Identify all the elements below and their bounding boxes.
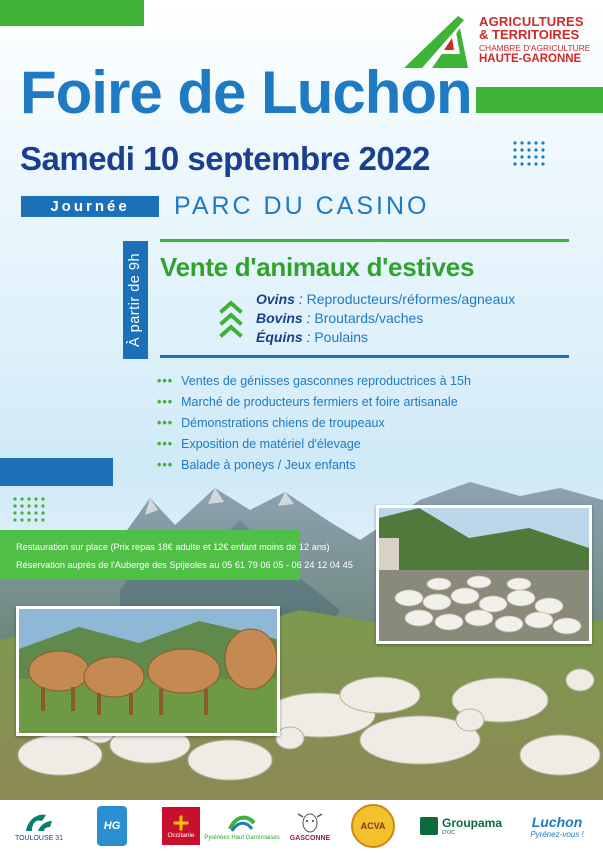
- sponsor-occitanie: [158, 804, 204, 848]
- sponsor-credit-agricole: [14, 804, 64, 848]
- restauration-banner: [0, 530, 353, 580]
- animal-detail: Broutards/vaches: [314, 310, 424, 326]
- start-time-label: À partir de 9h: [127, 252, 144, 348]
- sale-top-divider: [160, 239, 569, 242]
- event-date: Samedi 10 septembre 2022: [20, 140, 430, 177]
- pyrenees-logo-icon: [228, 811, 256, 833]
- sale-bottom-divider: [160, 355, 569, 358]
- cows-photo: [16, 606, 280, 736]
- top-green-bar: [0, 0, 144, 26]
- logo-line4: HAUTE-GARONNE: [479, 53, 582, 66]
- animal-kind: Ovins: [256, 291, 295, 307]
- activity-item: ••• Exposition de matériel d'élevage: [157, 437, 361, 451]
- animal-detail: Poulains: [314, 329, 369, 345]
- activity-item: ••• Démonstrations chiens de troupeaux: [157, 416, 385, 430]
- left-blue-bar: [0, 458, 113, 486]
- dots-decoration-icon: [12, 496, 46, 524]
- luchon-tagline: Pyrénez-vous !: [530, 829, 584, 839]
- sponsor-caption: Occitanie: [167, 831, 195, 839]
- sponsor-pyrenees-haut-garonnaises: [204, 804, 280, 848]
- sponsor-caption: GASCONNE: [289, 834, 331, 842]
- restauration-line1: Restauration sur place (Prix repas 18€ adulte et 12€ enfant moins de 12 ans): [16, 542, 330, 552]
- page-title: Foire de Luchon: [20, 59, 472, 126]
- activity-label: Balade à poneys / Jeux enfants: [181, 458, 356, 472]
- haute-garonne-logo-icon: HG: [97, 806, 127, 846]
- logo-line1: AGRICULTURES: [479, 14, 584, 29]
- occitanie-logo-icon: [162, 807, 200, 845]
- logo-line2: & TERRITOIRES: [479, 27, 580, 42]
- dots-decoration-icon: [512, 140, 546, 168]
- activity-label: Ventes de génisses gasconnes reproductrices à 15h: [181, 374, 471, 388]
- sponsor-caption: Groupama: [441, 816, 502, 830]
- activity-label: Exposition de matériel d'élevage: [181, 437, 361, 451]
- acva-logo-icon: [351, 804, 395, 848]
- groupama-logo-icon: [420, 817, 438, 835]
- activity-item: ••• Ventes de génisses gasconnes reproductrices à 15h: [157, 374, 471, 388]
- sponsor-luchon: [520, 804, 594, 848]
- sponsor-caption: Pyrénées Haut Garonnaises: [204, 835, 280, 841]
- journee-badge: Journée: [21, 196, 159, 217]
- sheep-photo: [376, 505, 592, 644]
- animal-row: Bovins : Broutards/vaches: [256, 310, 424, 326]
- groupama-sub: D'OC: [441, 830, 456, 836]
- sponsor-gasconne: [282, 804, 338, 848]
- event-location: PARC DU CASINO: [174, 192, 430, 220]
- cow-head-icon: [297, 811, 323, 833]
- sponsor-groupama: [418, 804, 504, 848]
- chambre-agriculture-logo-text: [479, 15, 601, 66]
- luchon-logo-text: Luchon: [531, 813, 583, 830]
- activity-item: ••• Balade à poneys / Jeux enfants: [157, 458, 356, 472]
- activity-label: Marché de producteurs fermiers et foire artisanale: [181, 395, 458, 409]
- credit-agricole-logo-icon: [24, 811, 54, 833]
- sponsor-acva: [348, 804, 398, 848]
- activity-item: ••• Marché de producteurs fermiers et foire artisanale: [157, 395, 458, 409]
- sponsor-caption: ACVA: [360, 821, 386, 831]
- animal-kind: Bovins: [256, 310, 303, 326]
- animal-kind: Équins: [256, 329, 303, 345]
- animal-row: Ovins : Reproducteurs/réformes/agneaux: [256, 291, 516, 307]
- sale-heading: Vente d'animaux d'estives: [160, 252, 475, 282]
- chevron-up-icon: [218, 298, 244, 340]
- sponsor-haute-garonne: [94, 804, 130, 848]
- activity-label: Démonstrations chiens de troupeaux: [181, 416, 385, 430]
- logo-line3: CHAMBRE D'AGRICULTURE: [479, 43, 591, 53]
- animal-detail: Reproducteurs/réformes/agneaux: [306, 291, 516, 307]
- animal-row: Équins : Poulains: [256, 329, 369, 345]
- restauration-line2: Réservation auprès de l'Auberge des Spijeoles au 05 61 79 06 05 - 06 24 12 04 45: [16, 560, 353, 570]
- right-green-bar: [476, 87, 603, 113]
- sponsor-caption: TOULOUSE 31: [14, 834, 64, 842]
